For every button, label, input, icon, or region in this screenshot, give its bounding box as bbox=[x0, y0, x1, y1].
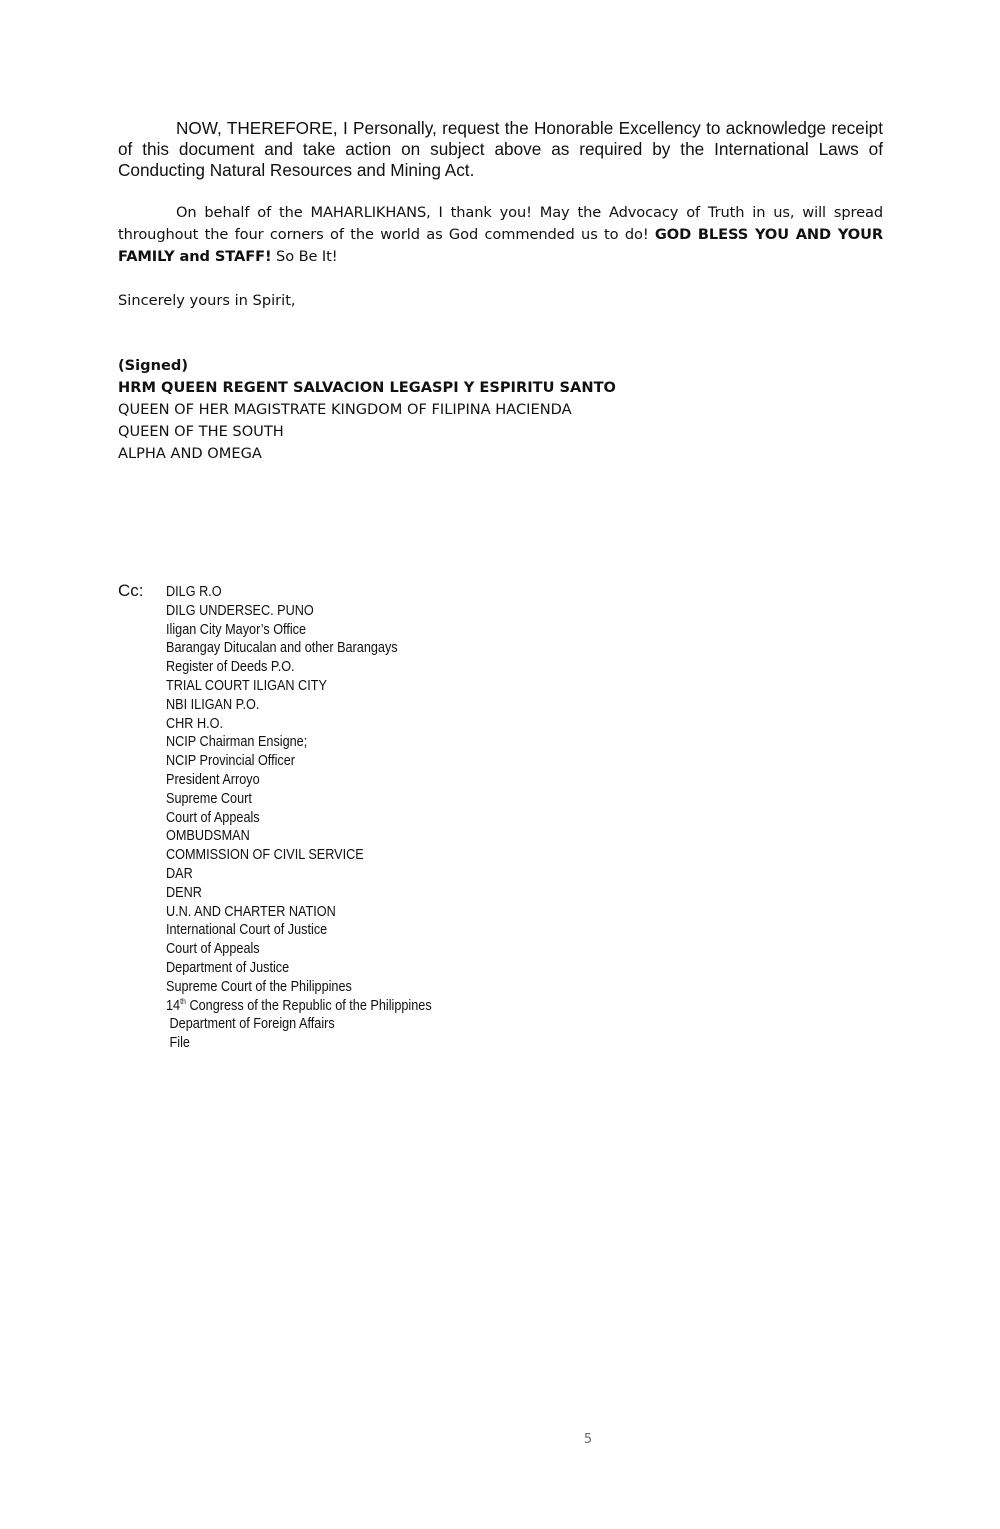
page-number: 5 bbox=[583, 1432, 593, 1447]
cc-recipient: DILG R.O bbox=[166, 584, 222, 600]
cc-recipient: Court of Appeals bbox=[166, 941, 260, 958]
cc-recipient-congress bbox=[166, 997, 432, 1016]
cc-recipient: OMBUDSMAN bbox=[166, 828, 250, 845]
request-lead: NOW, THEREFORE bbox=[176, 118, 333, 138]
cc-recipient: DAR bbox=[166, 865, 193, 882]
cc-recipient: Supreme Court bbox=[166, 790, 252, 807]
thanks-tail: So Be It! bbox=[271, 248, 338, 265]
request-text: , I Personally, request the Honorable Excellency to acknowledge receipt of this document and take action on subject above as required by the International Laws of Conducting Natural Resources and Mining Act. bbox=[118, 118, 883, 180]
signatory-name: HRM QUEEN REGENT SALVACION LEGASPI Y ESPIRITU SANTO bbox=[118, 379, 616, 396]
cc-recipient: Department of Foreign Affairs bbox=[169, 1016, 335, 1033]
cc-recipient: NCIP Chairman Ensigne; bbox=[166, 734, 308, 751]
cc-recipient: Department of Justice bbox=[166, 959, 290, 976]
cc-recipient: International Court of Justice bbox=[166, 922, 328, 939]
cc-recipient: Barangay Ditucalan and other Barangays bbox=[166, 640, 398, 657]
thanks-text: On behalf of the MAHARLIKHANS, I thank you! May the Advocacy of Truth in us, will spread throughout the four corners of the world as God commended us to do! bbox=[118, 204, 883, 243]
cc-recipient: Court of Appeals bbox=[166, 809, 260, 826]
cc-label: Cc: bbox=[118, 581, 144, 600]
cc-recipient: File bbox=[169, 1035, 190, 1052]
cc-recipient: U.N. AND CHARTER NATION bbox=[166, 903, 336, 920]
thanks-paragraph bbox=[118, 202, 883, 268]
cc-recipient: Iligan City Mayor’s Office bbox=[166, 621, 307, 638]
signed-note: (Signed) bbox=[118, 357, 189, 374]
closing-line: Sincerely yours in Spirit, bbox=[118, 292, 296, 309]
request-paragraph bbox=[118, 118, 883, 181]
congress-number: 14 bbox=[166, 997, 181, 1014]
cc-recipient: CHR H.O. bbox=[166, 715, 223, 732]
cc-recipient: President Arroyo bbox=[166, 771, 260, 788]
signature-block bbox=[118, 355, 616, 465]
cc-recipient: TRIAL COURT ILIGAN CITY bbox=[166, 677, 327, 694]
cc-list bbox=[166, 583, 432, 1053]
blessing-text: GOD BLESS YOU AND YOUR FAMILY and STAFF! bbox=[118, 226, 883, 265]
cc-recipient: Supreme Court of the Philippines bbox=[166, 978, 352, 995]
congress-ordinal: th bbox=[180, 996, 186, 1006]
cc-recipient: COMMISSION OF CIVIL SERVICE bbox=[166, 847, 364, 864]
signatory-title-3: ALPHA AND OMEGA bbox=[118, 445, 262, 462]
signatory-title-2: QUEEN OF THE SOUTH bbox=[118, 423, 284, 440]
signatory-title-1: QUEEN OF HER MAGISTRATE KINGDOM OF FILIPINA HACIENDA bbox=[118, 401, 572, 418]
cc-recipient: NCIP Provincial Officer bbox=[166, 753, 296, 770]
congress-name: Congress of the Republic of the Philippines bbox=[185, 997, 432, 1014]
cc-recipient: NBI ILIGAN P.O. bbox=[166, 696, 260, 713]
cc-recipient: DILG UNDERSEC. PUNO bbox=[166, 602, 314, 619]
cc-recipient: DENR bbox=[166, 884, 202, 901]
cc-recipient: Register of Deeds P.O. bbox=[166, 659, 295, 676]
